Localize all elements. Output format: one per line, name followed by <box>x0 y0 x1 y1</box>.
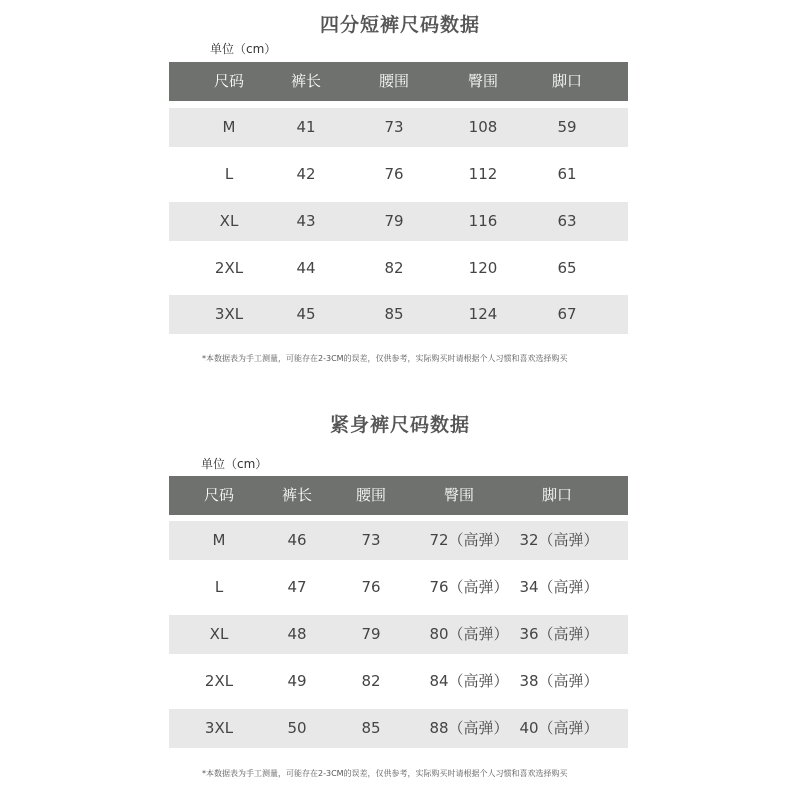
cell-hip: 108 <box>468 118 498 136</box>
cell-waist: 82 <box>384 259 404 277</box>
cell-size: M <box>222 118 236 136</box>
cell-hem: 40（高弹） <box>519 719 599 737</box>
cell-length: 44 <box>296 259 316 277</box>
cell-hem: 61 <box>557 165 577 183</box>
cell-hem: 65 <box>557 259 577 277</box>
cell-length: 47 <box>287 578 307 596</box>
cell-waist: 85 <box>384 305 404 323</box>
cell-length: 46 <box>287 531 307 549</box>
shorts-size-table <box>169 62 628 334</box>
cell-size: 2XL <box>214 259 244 277</box>
leggings-unit-label: 单位（cm） <box>201 457 268 471</box>
cell-waist: 79 <box>384 212 404 230</box>
cell-hip: 124 <box>468 305 498 323</box>
cell-size: 3XL <box>204 719 234 737</box>
cell-length: 41 <box>296 118 316 136</box>
cell-hip: 84（高弹） <box>429 672 509 690</box>
cell-hip: 80（高弹） <box>429 625 509 643</box>
cell-waist: 76 <box>361 578 381 596</box>
header-waist: 腰围 <box>378 72 409 90</box>
shorts-unit-label: 单位（cm） <box>210 42 277 56</box>
cell-size: XL <box>209 625 229 643</box>
shorts-table-title: 四分短裤尺码数据 <box>319 14 480 36</box>
leggings-size-table <box>169 476 628 748</box>
header-size: 尺码 <box>203 486 234 504</box>
header-length: 裤长 <box>290 72 321 90</box>
leggings-measurement-note: *本数据表为手工测量，可能存在2-3CM的误差，仅供参考，实际购买时请根据个人习惯和喜欢选择购买 <box>202 769 568 778</box>
table-row <box>169 521 628 560</box>
cell-waist: 73 <box>361 531 381 549</box>
table-row <box>169 202 628 241</box>
cell-size: L <box>224 165 234 183</box>
cell-length: 45 <box>296 305 316 323</box>
cell-length: 49 <box>287 672 307 690</box>
cell-size: XL <box>219 212 239 230</box>
table-row <box>169 709 628 748</box>
cell-hip: 72（高弹） <box>429 531 509 549</box>
cell-size: L <box>214 578 224 596</box>
cell-hem: 34（高弹） <box>519 578 599 596</box>
cell-size: M <box>212 531 226 549</box>
table-row <box>169 662 628 701</box>
cell-hip: 116 <box>468 212 498 230</box>
cell-length: 50 <box>287 719 307 737</box>
cell-hem: 32（高弹） <box>519 531 599 549</box>
leggings-table-title: 紧身裤尺码数据 <box>329 414 470 436</box>
cell-waist: 82 <box>361 672 381 690</box>
cell-hip: 112 <box>468 165 498 183</box>
cell-hip: 120 <box>468 259 498 277</box>
header-hem: 脚口 <box>551 72 582 90</box>
cell-hem: 63 <box>557 212 577 230</box>
table-row <box>169 249 628 288</box>
header-length: 裤长 <box>281 486 312 504</box>
header-hem: 脚口 <box>541 486 572 504</box>
table-header <box>169 476 628 515</box>
cell-waist: 85 <box>361 719 381 737</box>
cell-hem: 59 <box>557 118 577 136</box>
table-row <box>169 155 628 194</box>
table-row <box>169 615 628 654</box>
cell-size: 3XL <box>214 305 244 323</box>
cell-hem: 38（高弹） <box>519 672 599 690</box>
table-header <box>169 62 628 101</box>
cell-waist: 79 <box>361 625 381 643</box>
header-size: 尺码 <box>213 72 244 90</box>
header-waist: 腰围 <box>355 486 386 504</box>
header-hip: 臀围 <box>443 486 474 504</box>
cell-waist: 76 <box>384 165 404 183</box>
cell-size: 2XL <box>204 672 234 690</box>
cell-hip: 88（高弹） <box>429 719 509 737</box>
cell-length: 43 <box>296 212 316 230</box>
cell-length: 48 <box>287 625 307 643</box>
table-row <box>169 108 628 147</box>
table-row <box>169 568 628 607</box>
header-hip: 臀围 <box>467 72 498 90</box>
table-row <box>169 295 628 334</box>
cell-length: 42 <box>296 165 316 183</box>
shorts-measurement-note: *本数据表为手工测量，可能存在2-3CM的误差，仅供参考，实际购买时请根据个人习惯和喜欢选择购买 <box>202 354 568 363</box>
cell-waist: 73 <box>384 118 404 136</box>
cell-hem: 36（高弹） <box>519 625 599 643</box>
cell-hip: 76（高弹） <box>429 578 509 596</box>
cell-hem: 67 <box>557 305 577 323</box>
